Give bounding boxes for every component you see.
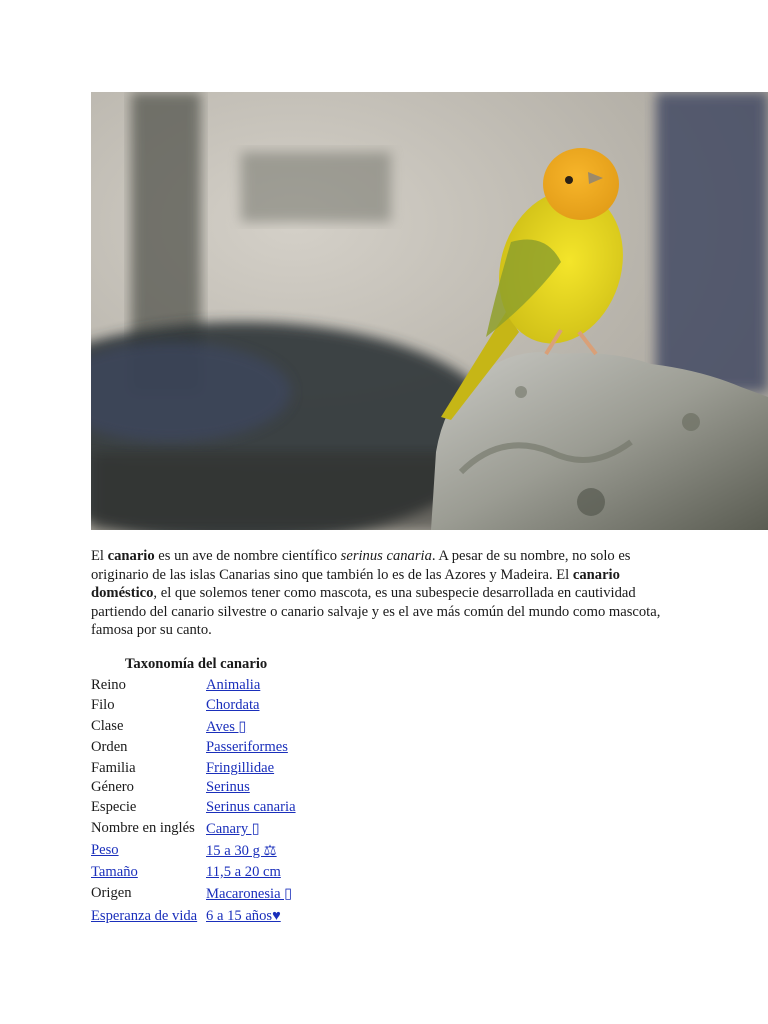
taxonomy-value-link[interactable]: Animalia [206,677,261,693]
canary-illustration [91,92,768,530]
intro-text-4: , el que solemos tener como mascota, es una subespecie desarrollada en cautividad partiendo del canario silvestre o canario salvaje y es el ave más común del mundo como mascota, famosa por su canto. [91,585,661,639]
taxonomy-value-link[interactable]: Chordata [206,697,260,713]
intro-text-1: El [91,548,108,564]
intro-text-3: . A pesar de su nombre, no solo es originario de las islas Canarias sino que también lo es de las Azores y Madeira. El [91,548,631,583]
taxonomy-key: Reino [91,677,126,693]
taxonomy-key: Origen [91,885,132,901]
intro-text-2: es un ave de nombre científico [154,548,341,564]
taxonomy-key: Familia [91,760,136,776]
taxonomy-key: Especie [91,799,137,815]
taxonomy-key: Clase [91,718,124,734]
taxonomy-value-link[interactable]: Serinus canaria [206,799,296,815]
taxonomy-value-link[interactable]: Aves ▯ [206,719,247,735]
canary-photo [91,92,768,530]
taxonomy-key: Orden [91,739,128,755]
taxonomy-value-link[interactable]: Passeriformes [206,739,288,755]
intro-paragraph [91,547,666,640]
taxonomy-value-link[interactable]: Fringillidae [206,760,275,776]
taxonomy-value-link[interactable]: 11,5 a 20 cm [206,864,281,880]
taxonomy-value-link[interactable]: Serinus [206,779,250,795]
taxonomy-title: Taxonomía del canario [125,656,268,672]
intro-scientific-name: serinus canaria [340,548,432,564]
taxonomy-key-link[interactable]: Esperanza de vida [91,908,198,924]
taxonomy-value-link[interactable]: 6 a 15 años♥ [206,908,281,924]
taxonomy-key: Filo [91,697,115,713]
taxonomy-value-link[interactable]: 15 a 30 g ⚖ [206,843,277,859]
taxonomy-key-link[interactable]: Peso [91,842,119,858]
taxonomy-key: Género [91,779,134,795]
taxonomy-value-link[interactable]: Canary ▯ [206,821,260,837]
taxonomy-key-link[interactable]: Tamaño [91,864,138,880]
intro-bold-canario: canario [107,548,155,564]
taxonomy-value-link[interactable]: Macaronesia ▯ [206,886,293,902]
intro-bold-domestico: canario doméstico [91,566,620,602]
taxonomy-key: Nombre en inglés [91,820,195,836]
